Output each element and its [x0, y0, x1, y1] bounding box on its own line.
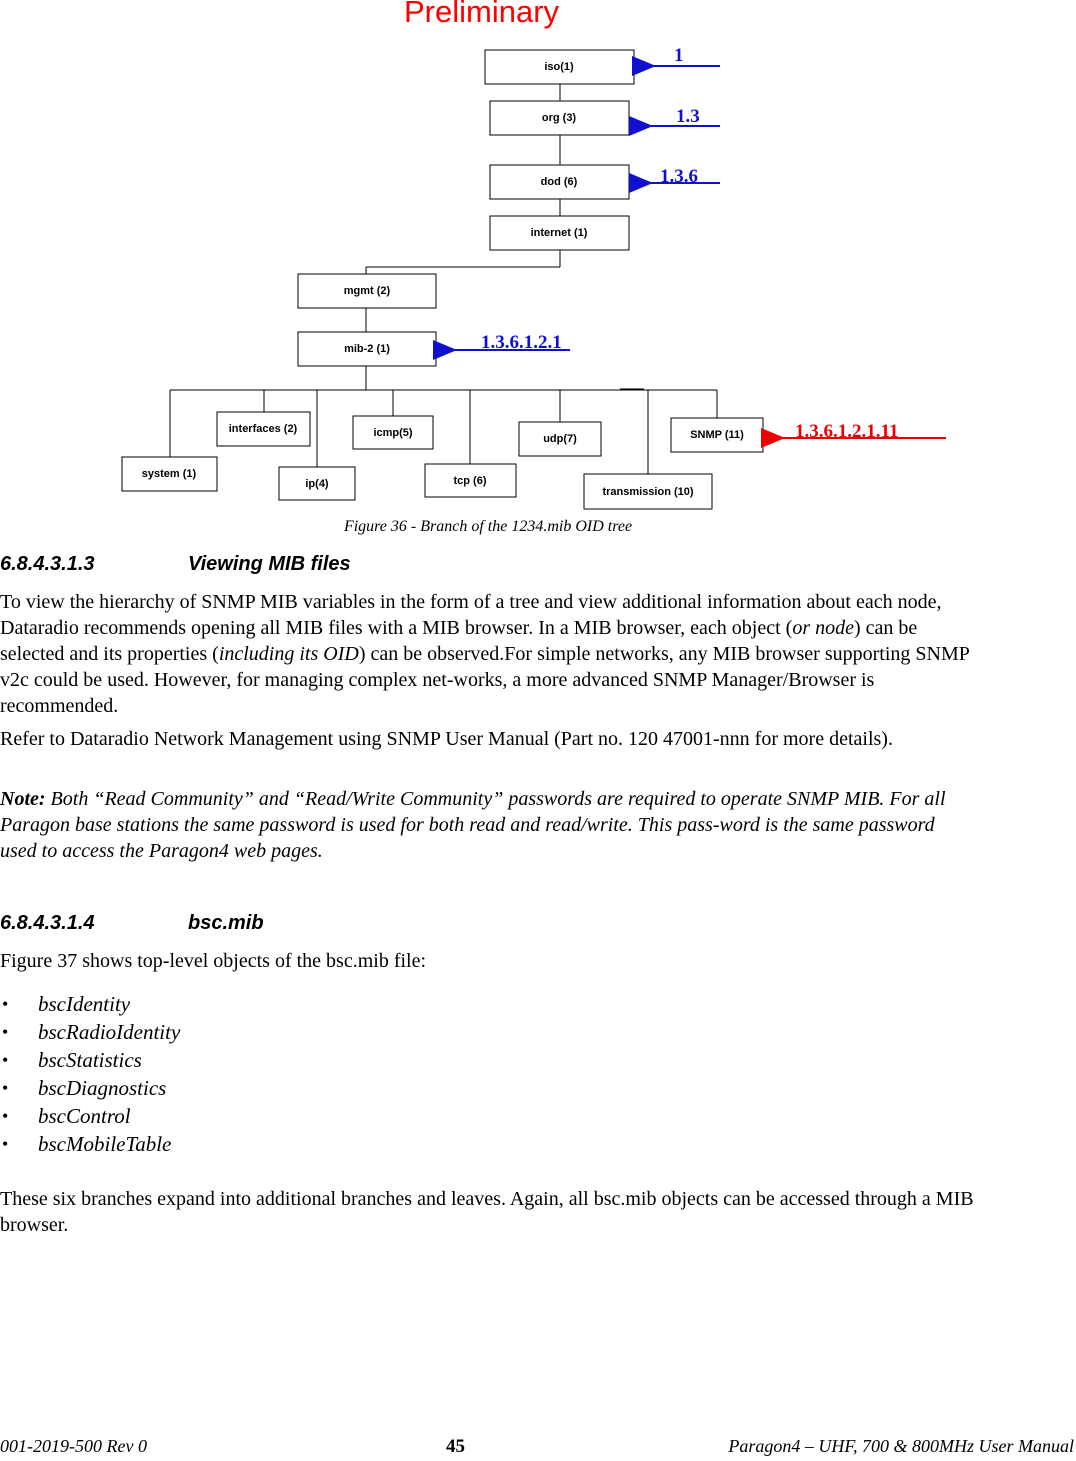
- svg-text:transmission (10): transmission (10): [602, 485, 694, 498]
- node-iso: [485, 50, 634, 84]
- paragraph-refer: Refer to Dataradio Network Management using SNMP User Manual (Part no. 120 47001-nnn for more details).: [0, 728, 893, 750]
- oid-label-snmp: [783, 421, 946, 442]
- node-mib2: [298, 332, 436, 366]
- svg-text:icmp(5): icmp(5): [373, 426, 413, 439]
- node-system: [122, 457, 217, 491]
- svg-text:mib-2 (1): mib-2 (1): [344, 342, 390, 355]
- oid-label-mib2: [455, 332, 570, 353]
- node-snmp: [671, 418, 763, 452]
- section-title: bsc.mib: [188, 912, 264, 934]
- section-number: 6.8.4.3.1.3: [0, 553, 95, 575]
- svg-text:tcp (6): tcp (6): [453, 474, 487, 487]
- svg-text:1.3.6.1.2.1.11: 1.3.6.1.2.1.11: [795, 421, 899, 442]
- paragraph-bsc-outro: These six branches expand into additional branches and leaves. Again, all bsc.mib objects can be accessed through a MIB browser.: [0, 1188, 974, 1236]
- node-tcp: [425, 464, 516, 497]
- preliminary-watermark: Preliminary: [404, 0, 560, 29]
- oid-label-org: [651, 106, 720, 127]
- footer-page-number: 45: [446, 1436, 465, 1457]
- paragraph-bsc-intro: Figure 37 shows top-level objects of the bsc.mib file:: [0, 950, 427, 972]
- footer-manual-title: Paragon4 – UHF, 700 & 800MHz User Manual: [728, 1436, 1074, 1456]
- svg-text:1.3.6: 1.3.6: [660, 166, 698, 187]
- paragraph-note: Note: Both “Read Community” and “Read/Write Community” passwords are required to operate SNMP MIB. For all Paragon base stations the same password is used for both read and read/write. This pass-word is the same password used to access the Paragon4 web pages.: [0, 788, 946, 862]
- node-udp: [519, 422, 601, 456]
- svg-text:SNMP (11): SNMP (11): [690, 428, 744, 441]
- footer-doc-number: 001-2019-500 Rev 0: [0, 1436, 147, 1456]
- node-dod: [490, 165, 629, 199]
- note-label: Note:: [0, 788, 46, 810]
- list-item: • bscIdentity: [2, 992, 131, 1016]
- node-org: [490, 101, 629, 135]
- svg-text:system (1): system (1): [141, 467, 197, 480]
- node-transmission: [584, 474, 712, 509]
- svg-text:org (3): org (3): [541, 111, 577, 124]
- section-number: 6.8.4.3.1.4: [0, 912, 95, 934]
- list-item: • bscRadioIdentity: [2, 1020, 181, 1044]
- svg-text:udp(7): udp(7): [543, 432, 577, 445]
- svg-text:1.3: 1.3: [676, 106, 700, 127]
- list-item: • bscMobileTable: [2, 1132, 172, 1156]
- list-item: • bscControl: [2, 1104, 131, 1128]
- heading-viewing-mib-files: [0, 553, 351, 576]
- node-icmp: [353, 416, 433, 449]
- svg-text:mgmt (2): mgmt (2): [343, 284, 391, 297]
- oid-label-iso: [654, 45, 720, 66]
- list-item: • bscStatistics: [2, 1048, 142, 1072]
- svg-text:iso(1): iso(1): [544, 60, 574, 73]
- list-item: • bscDiagnostics: [2, 1076, 167, 1100]
- oid-tree-diagram: [0, 0, 1076, 515]
- svg-text:ip(4): ip(4): [305, 477, 329, 490]
- node-internet: [490, 216, 629, 250]
- node-interfaces: [217, 412, 310, 446]
- heading-bsc-mib: [0, 912, 264, 935]
- svg-text:1.3.6.1.2.1: 1.3.6.1.2.1: [481, 332, 562, 353]
- section-title: Viewing MIB files: [188, 553, 351, 575]
- paragraph-viewing-intro: To view the hierarchy of SNMP MIB variables in the form of a tree and view additional information about each node, Dataradio recommends opening all MIB files with a MIB browser. In a MIB browser, each object (or node) can be selected and its properties (including its OID) can be observed.For simple networks, any MIB browser supporting SNMP v2c could be used. However, for managing complex net-works, a more advanced SNMP Manager/Browser is recommended.: [0, 591, 970, 717]
- bsc-object-list: [0, 990, 180, 1158]
- svg-text:dod (6): dod (6): [540, 175, 578, 188]
- node-ip: [279, 467, 355, 500]
- svg-text:internet (1): internet (1): [530, 226, 588, 239]
- svg-text:interfaces (2): interfaces (2): [228, 422, 298, 435]
- oid-label-dod: [651, 166, 720, 187]
- svg-text:1: 1: [674, 45, 684, 66]
- node-mgmt: [298, 274, 436, 308]
- figure-caption: Figure 36 - Branch of the 1234.mib OID tree: [343, 518, 633, 535]
